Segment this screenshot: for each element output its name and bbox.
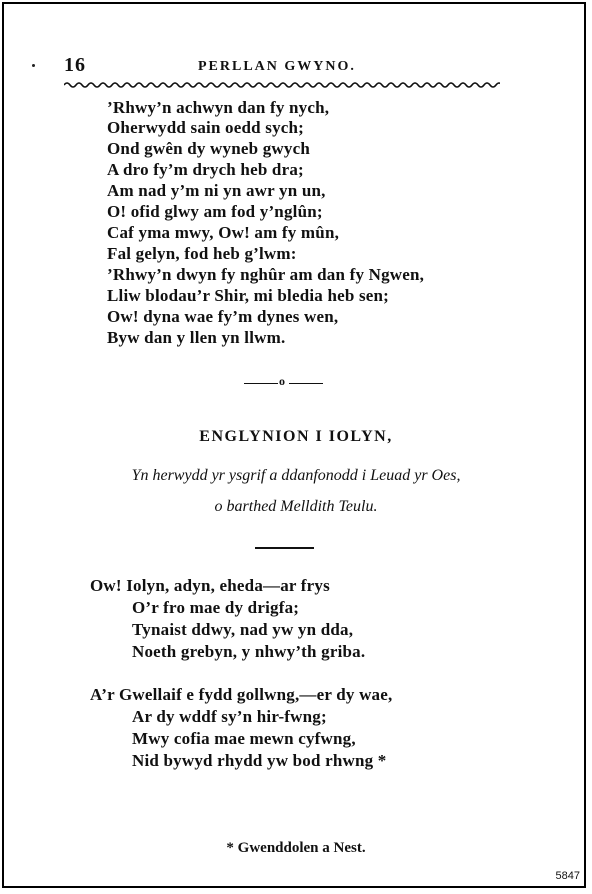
poem2-stanza2-line-2: Ar dy wddf sy’n hir-fwng; — [132, 707, 327, 726]
page-number: 16 — [64, 54, 86, 76]
poem1-line-2: Oherwydd sain oedd sych; — [107, 118, 305, 137]
poem1-line-5: Am nad y’m ni yn awr yn un, — [107, 181, 326, 200]
margin-dot — [32, 64, 35, 67]
poem2-stanza2-line-4: Nid bywyd rhydd yw bod rhwng * — [132, 751, 387, 770]
short-rule — [255, 547, 314, 549]
section-title: ENGLYNION I IOLYN, — [199, 428, 393, 445]
section-subtitle-line-1: Yn herwydd yr ysgrif a ddanfonodd i Leuad yr Oes, — [131, 467, 461, 484]
wavy-rule — [64, 80, 500, 90]
poem1-line-9: ’Rhwy’n dwyn fy nghûr am dan fy Ngwen, — [107, 265, 425, 284]
poem1-line-3: Ond gwên dy wyneb gwych — [107, 139, 310, 158]
poem2-stanza1-line-1: Ow! Iolyn, adyn, eheda—ar frys — [90, 576, 330, 595]
poem1-line-4: A dro fy’m drych heb dra; — [107, 160, 304, 179]
poem1-line-6: O! ofid glwy am fod y’nglûn; — [107, 202, 323, 221]
poem1-line-12: Byw dan y llen yn llwm. — [107, 328, 286, 347]
separator-bar-right — [289, 383, 323, 384]
poem1-line-11: Ow! dyna wae fy’m dynes wen, — [107, 307, 339, 326]
separator-bar-left — [244, 383, 278, 384]
poem2-stanza1-line-4: Noeth grebyn, y nhwy’th griba. — [132, 642, 366, 661]
poem2-stanza1-line-3: Tynaist ddwy, nad yw yn dda, — [132, 620, 354, 639]
poem2-stanza1-line-2: O’r fro mae dy drigfa; — [132, 598, 300, 617]
poem2-stanza2-line-3: Mwy cofia mae mewn cyfwng, — [132, 729, 356, 748]
poem1-line-7: Caf yma mwy, Ow! am fy mûn, — [107, 223, 340, 242]
poem1-line-8: Fal gelyn, fod heb g’lwm: — [107, 244, 297, 263]
image-id-label: 5847 — [555, 870, 580, 882]
section-separator — [244, 376, 324, 390]
poem1-line-1: ’Rhwy’n achwyn dan fy nych, — [107, 98, 330, 117]
poem2-stanza2-line-1: A’r Gwellaif e fydd gollwng,—er dy wae, — [90, 685, 393, 704]
separator-mark: o — [279, 374, 285, 388]
section-subtitle-line-2: o barthed Melldith Teulu. — [214, 498, 378, 515]
running-head: PERLLAN GWYNO. — [198, 59, 356, 74]
footnote: * Gwenddolen a Nest. — [226, 840, 366, 856]
poem1-line-10: Lliw blodau’r Shir, mi bledia heb sen; — [107, 286, 390, 305]
